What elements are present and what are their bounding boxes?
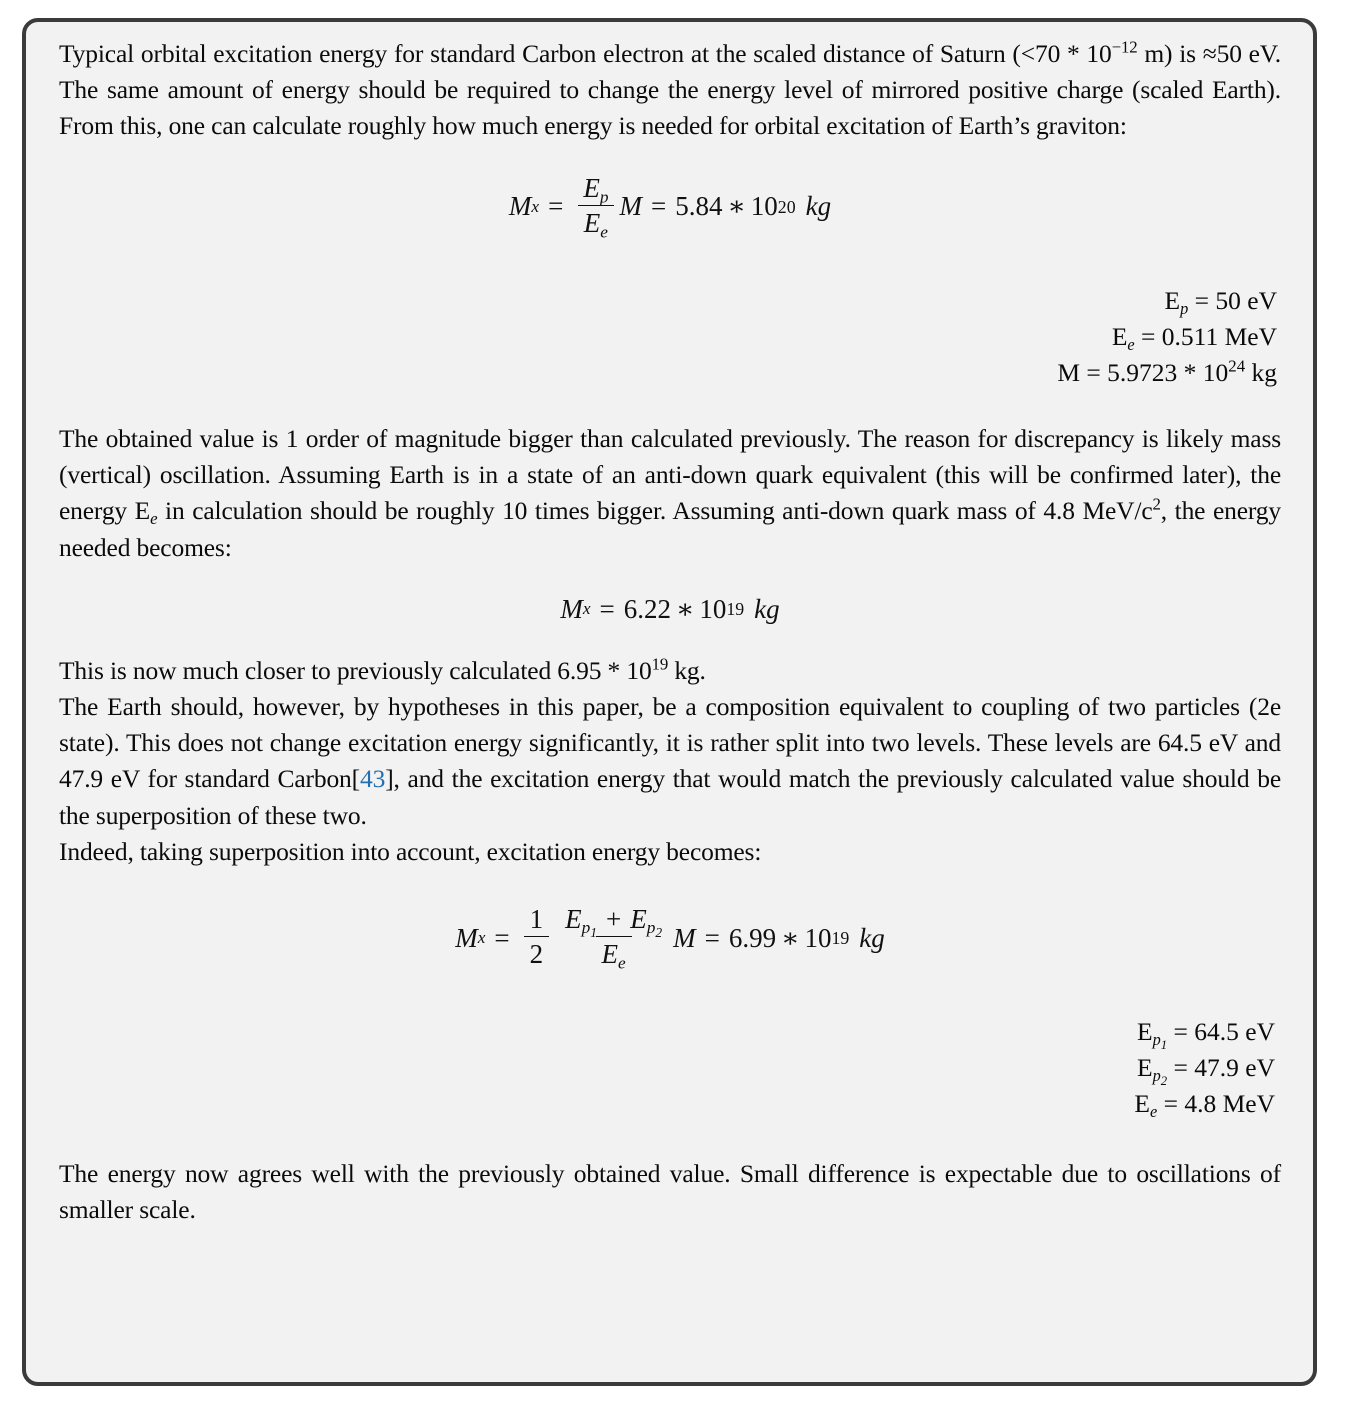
paragraph-discrepancy-seg-b: in calculation should be roughly 10 times bigger. Assuming anti-down quark mass of 4.8 MeV/c (157, 496, 1153, 526)
spacer (59, 870, 1281, 896)
equation1-fraction (577, 172, 614, 242)
equation3-energy-fraction (559, 903, 668, 973)
parameter-row-ee (59, 319, 1277, 355)
spacer (59, 145, 1281, 163)
equation3-one-half (524, 905, 550, 969)
equation2-times: ∗ (676, 593, 695, 624)
paragraph-closer (59, 653, 1281, 689)
equation3-den-symbol: E (601, 939, 619, 970)
equation-mx-superposition: M x = $\frac{1}{2}$ $\frac{E_{p_1} + E_{p_2}}{E_e}$ M = 6.99 ∗ 10 19 kg (455, 903, 885, 973)
spacer (59, 249, 1281, 283)
parameter-row-ep2 (59, 1050, 1275, 1089)
equation3-lhs-symbol: M (455, 922, 478, 953)
parameter-ep1-sub-p: p (1152, 1030, 1161, 1050)
equation3-num-subscript-2 (646, 918, 663, 941)
parameter-row-ee2 (59, 1086, 1275, 1122)
parameter-row-ep (59, 283, 1277, 319)
equation3-times: ∗ (781, 922, 800, 953)
paragraph-closer-seg-b: kg. (668, 655, 706, 685)
paragraph-discrepancy (59, 421, 1281, 566)
equation3-num-subscript-1 (581, 918, 598, 941)
parameter-m-exponent: 24 (1228, 356, 1246, 376)
equation3-num-sub-p2: p (646, 918, 656, 938)
parameter-row-m (59, 355, 1277, 391)
spacer (59, 1122, 1281, 1156)
equation2-value: 6.22 (623, 593, 671, 624)
equation3-value: 6.99 (728, 922, 777, 953)
parameter-ep2-sub-p: p (1152, 1066, 1161, 1086)
equation3-plus: + (606, 903, 622, 934)
paragraph-closer-seg-a: This is now much closer to previously calculated 6.95 * 10 (59, 655, 652, 685)
parameter-ep-symbol: E (1164, 285, 1181, 315)
spacer (59, 631, 1281, 653)
paragraph-earth-seg-a: The Earth should, however, by hypotheses in this paper, be a composition equivalent to coupling of two particles (2e state). This does not change excitation energy significantly, it is rather split into two levels. These levels are 64.5 eV and 47.9 eV for standard Carbon[ (59, 691, 1281, 794)
equation3-num-sub-index-1: 1 (590, 925, 598, 941)
equation2-equals: = (599, 593, 615, 624)
paragraph-intro-seg-a: Typical orbital excitation energy for standard Carbon electron at the scaled distance of Saturn (<70 * 10 (59, 39, 1112, 68)
paragraph-discrepancy-seg-a: The obtained value is 1 order of magnitude bigger than calculated previously. The reason for discrepancy is likely mass (vertical) oscillation. Assuming Earth is in a state of an anti-down quark equivalent (this will be confirmed later), the energy E (59, 423, 1281, 526)
equation1-equals-2: = (650, 191, 667, 222)
equation3-den-subscript: e (618, 953, 626, 973)
paragraph-intro (59, 36, 1281, 145)
equation2-lhs-symbol: M (560, 593, 583, 624)
exponent-minus-twelve: −12 (1111, 37, 1138, 57)
spacer (59, 391, 1281, 421)
equation1-den-subscript: e (600, 222, 608, 242)
parameter-m-symbol: M (1057, 357, 1081, 387)
equation1-equals-1: = (548, 191, 564, 222)
equation1-value: 5.84 (675, 191, 723, 222)
spacer (59, 978, 1281, 1014)
document-panel (22, 18, 1317, 1386)
equation1-num-symbol: E (583, 172, 600, 203)
parameter-m-value: = 5.9723 * 10 (1080, 357, 1229, 387)
parameter-ee2-symbol: E (1134, 1089, 1150, 1119)
parameter-ep-value: = 50 eV (1188, 285, 1277, 315)
equation2-base: 10 (699, 593, 727, 624)
parameter-ee2-subscript: e (1149, 1102, 1158, 1122)
parameter-row-ep1 (59, 1014, 1275, 1053)
equation1-fraction-numerator (577, 174, 614, 205)
equation3-num-symbol-2: E (630, 903, 647, 934)
equation3-mass-symbol: M (673, 922, 696, 953)
equation1-unit: kg (805, 191, 832, 222)
paragraph-earth-seg-b: ], and the excitation energy that would match the previously calculated value should be the superposition of these two. (59, 764, 1281, 830)
equation3-num-symbol-1: E (565, 903, 582, 934)
equation3-half-denominator: 2 (524, 936, 550, 969)
equation-mx-first: M x = $\frac{E_p}{E_e}$ M = 5.84 ∗ 10 20 kg (508, 172, 832, 242)
document-content (59, 36, 1281, 1229)
paragraph-closer-exponent: 19 (651, 654, 669, 674)
equation1-base: 10 (750, 191, 778, 222)
parameter-m-unit: kg (1245, 357, 1277, 387)
equation3-half-numerator: 1 (529, 903, 544, 934)
paragraph-discrepancy-seg-c: , the energy needed becomes: (59, 496, 1281, 562)
parameter-ep2-symbol: E (1137, 1053, 1153, 1083)
equation1-times: ∗ (727, 191, 746, 222)
paragraph-intro-seg-b: m) is ≈50 eV. The same amount of energy should be required to change the energy level of mirrored positive charge (scaled Earth). From this, one can calculate roughly how much energy is needed for orbital excitation of Earth’s graviton: (59, 39, 1281, 141)
equation-mx-second: M x = 6.22 ∗ 10 19 kg (560, 593, 780, 624)
parameter-ep1-subscript (1152, 1030, 1168, 1053)
parameter-ee-symbol: E (1111, 321, 1128, 351)
parameter-list-first (59, 283, 1281, 391)
parameter-ep-subscript: p (1180, 299, 1189, 319)
parameter-ep2-value: = 47.9 eV (1167, 1053, 1275, 1083)
spacer (59, 566, 1281, 588)
inline-subscript-e: e (150, 509, 158, 529)
equation3-equals-2: = (704, 922, 720, 953)
equation3-num-sub-index-2: 2 (655, 925, 663, 941)
parameter-ee-subscript: e (1127, 335, 1135, 355)
equation2-unit: kg (754, 593, 780, 624)
equation1-fraction-denominator (578, 205, 614, 242)
parameter-ep1-symbol: E (1137, 1017, 1153, 1047)
equation3-fraction-numerator (559, 903, 668, 941)
paragraph-earth-composition (59, 689, 1281, 834)
equation3-equals-1: = (494, 922, 510, 953)
citation-link-43[interactable]: 43 (360, 764, 386, 794)
parameter-ep1-value: = 64.5 eV (1167, 1017, 1275, 1047)
parameter-ee2-value: = 4.8 MeV (1157, 1089, 1275, 1119)
equation1-mass-symbol: M (619, 191, 642, 222)
parameter-ee-value: = 0.511 MeV (1134, 321, 1277, 351)
paragraph-conclusion: The energy now agrees well with the previously obtained value. Small difference is expectable due to oscillations of smaller scale. (59, 1159, 1281, 1225)
equation1-num-subscript: p (599, 187, 609, 207)
parameter-ep2-sub-index: 2 (1160, 1074, 1168, 1089)
parameter-list-second (59, 1014, 1281, 1122)
parameter-ep2-subscript (1152, 1066, 1168, 1089)
equation1-den-symbol: E (583, 207, 601, 238)
inline-superscript-squared: 2 (1152, 494, 1161, 514)
parameter-ep1-sub-index: 1 (1160, 1038, 1168, 1053)
equation3-unit: kg (859, 922, 885, 953)
equation1-lhs-symbol: M (508, 191, 532, 222)
equation3-fraction-denominator (596, 936, 632, 973)
equation3-num-sub-p1: p (581, 918, 591, 938)
equation3-base: 10 (804, 922, 832, 953)
paragraph-superposition-lead: Indeed, taking superposition into account, excitation energy becomes: (59, 836, 762, 866)
